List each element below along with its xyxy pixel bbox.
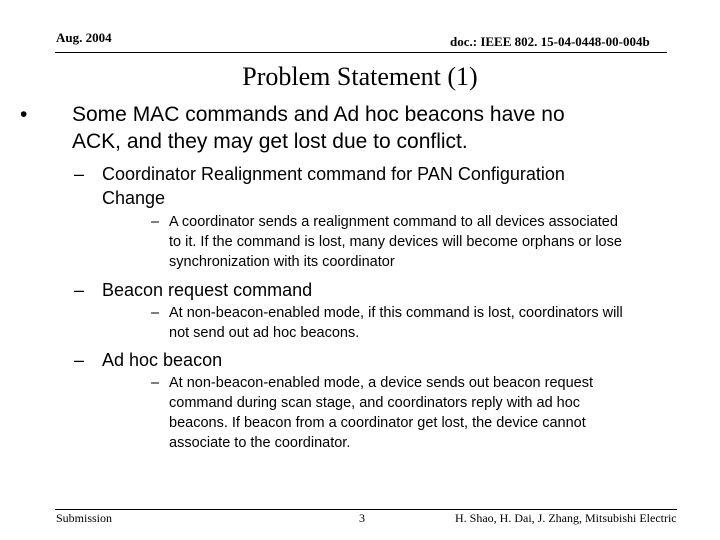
sub3-detail-line4: associate to the coordinator. — [169, 435, 351, 451]
sub-bullet-marker: – — [74, 280, 85, 300]
sub1-detail-line2: to it. If the command is lost, many devices will become orphans or lose — [169, 234, 622, 250]
sub1-line2: Change — [102, 188, 166, 208]
sub2-detail-line2: not send out ad hoc beacons. — [169, 325, 360, 341]
sub3-detail-line3: beacons. If beacon from a coordinator get lost, the device cannot — [169, 415, 586, 431]
sub3-detail-line1: At non-beacon-enabled mode, a device sends out beacon request — [169, 375, 594, 391]
sub2-detail-line1: At non-beacon-enabled mode, if this command is lost, coordinators will — [169, 305, 623, 321]
sub3-detail-line2: command during scan stage, and coordinators reply with ad hoc — [169, 395, 581, 411]
detail-marker: – — [151, 214, 160, 230]
footer-divider — [55, 509, 677, 510]
sub1-detail-line3: synchronization with its coordinator — [169, 254, 395, 270]
slide-title: Problem Statement (1) — [242, 62, 478, 91]
sub1-detail-line1: A coordinator sends a realignment command to all devices associated — [169, 214, 618, 230]
sub1-line1: Coordinator Realignment command for PAN Configuration — [102, 164, 565, 184]
header-doc-id: doc.: IEEE 802. 15-04-0448-00-004b — [450, 34, 650, 49]
sub2-line1: Beacon request command — [102, 280, 313, 300]
bullet1-line2: ACK, and they may get lost due to conflict. — [72, 130, 468, 153]
footer-authors: H. Shao, H. Dai, J. Zhang, Mitsubishi Electric — [455, 511, 677, 525]
detail-marker: – — [151, 375, 160, 391]
footer-submission: Submission — [56, 511, 113, 525]
detail-marker: – — [151, 305, 160, 321]
bullet1-line1: Some MAC commands and Ad hoc beacons have no — [72, 103, 565, 126]
bullet-marker: • — [20, 103, 28, 126]
sub-bullet-marker: – — [74, 350, 85, 370]
sub3-line1: Ad hoc beacon — [102, 350, 223, 370]
footer-page-number: 3 — [359, 511, 365, 525]
sub-bullet-marker: – — [74, 164, 85, 184]
header-date: Aug. 2004 — [56, 30, 112, 45]
header-divider — [55, 52, 667, 53]
